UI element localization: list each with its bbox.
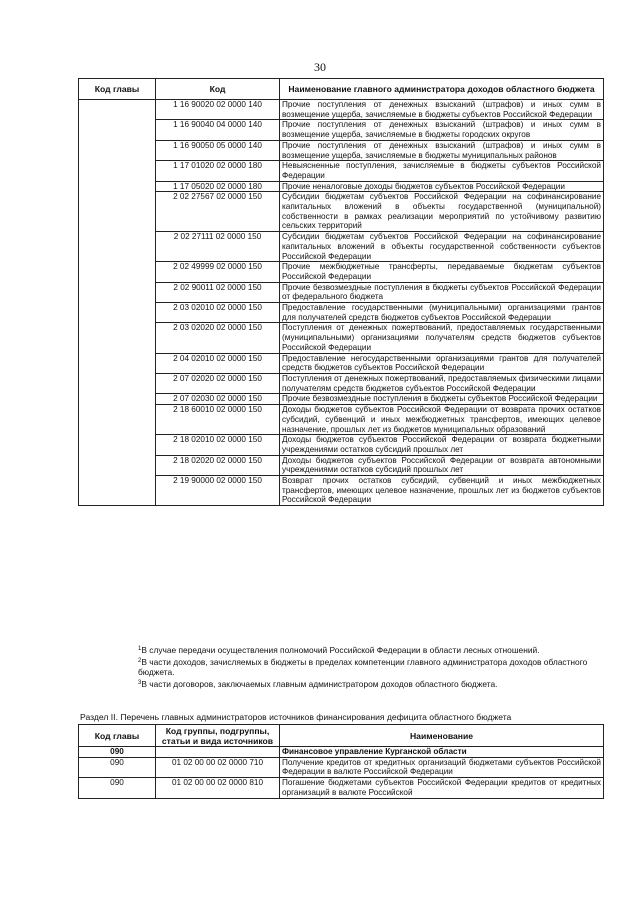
header-name: Наименование главного администратора доходов областного бюджета [280, 79, 604, 100]
code-cell: 2 02 90011 02 0000 150 [156, 282, 280, 302]
name-cell: Доходы бюджетов субъектов Российской Федерации от возврата бюджетными учреждениями остатков субсидий прошлых лет [280, 435, 604, 455]
name-cell: Прочие безвозмездные поступления в бюджеты субъектов Российской Федерации [280, 394, 604, 405]
name-cell: Прочие поступления от денежных взысканий (штрафов) и иных сумм в возмещение ущерба, зачисляемые в бюджеты муниципальных районов [280, 140, 604, 160]
chapter-cell [79, 373, 156, 393]
table-row [79, 100, 604, 120]
chapter-cell [79, 120, 156, 140]
revenue-administrators-table [78, 78, 604, 506]
code-cell: 2 18 02020 02 0000 150 [156, 455, 280, 475]
code-cell: 2 18 60010 02 0000 150 [156, 405, 280, 435]
table-row [79, 262, 604, 282]
name-cell: Прочие неналоговые доходы бюджетов субъектов Российской Федерации [280, 181, 604, 192]
chapter-cell [79, 303, 156, 323]
code-cell: 2 02 49999 02 0000 150 [156, 262, 280, 282]
table-row [79, 373, 604, 393]
name-cell: Прочие поступления от денежных взысканий (штрафов) и иных сумм в возмещение ущерба, зачисляемые в бюджеты городских округов [280, 120, 604, 140]
chapter-cell: 090 [79, 778, 156, 798]
name-cell: Погашение бюджетами субъектов Российской Федерации кредитов от кредитных организаций в валюте Российской [280, 778, 604, 798]
chapter-cell [79, 435, 156, 455]
code-cell: 2 07 02030 02 0000 150 [156, 394, 280, 405]
code-cell: 1 16 90050 05 0000 140 [156, 140, 280, 160]
table-row [79, 192, 604, 232]
table-row [79, 476, 604, 506]
footnote: $^1$В случае передачи осуществления полномочий Российской Федерации в области лесных отношений. [138, 645, 540, 655]
chapter-cell [79, 181, 156, 192]
table-row [79, 161, 604, 181]
table-row [79, 120, 604, 140]
name-cell: Субсидии бюджетам субъектов Российской Федерации на софинансирование капитальных вложений в объекты государственной (муниципальной) собственности в рамках реализации мероприятий по устойчивому развитию сельских территорий [280, 192, 604, 232]
chapter-cell [79, 455, 156, 475]
code-cell: 1 17 05020 02 0000 180 [156, 181, 280, 192]
code-cell: 2 19 90000 02 0000 150 [156, 476, 280, 506]
code-cell: 2 18 02010 02 0000 150 [156, 435, 280, 455]
name-cell: Предоставление негосударственными организациями грантов для получателей средств бюджетов субъектов Российской Федерации [280, 353, 604, 373]
table-header-row [79, 79, 604, 100]
code-cell: 2 07 02020 02 0000 150 [156, 373, 280, 393]
name-cell: Получение кредитов от кредитных организаций бюджетами субъектов Российской Федерации в валюте Российской Федерации [280, 757, 604, 777]
chapter-cell [79, 323, 156, 353]
header-chapter-code: Код главы [79, 725, 156, 747]
chapter-cell [79, 232, 156, 262]
table-row [79, 303, 604, 323]
table-row [79, 282, 604, 302]
chapter-cell [79, 140, 156, 160]
code-cell: 01 02 00 00 02 0000 710 [156, 757, 280, 777]
name-cell: Прочие безвозмездные поступления в бюджеты субъектов Российской Федерации от федерального бюджета [280, 282, 604, 302]
table-row [79, 435, 604, 455]
name-cell: Доходы бюджетов субъектов Российской Федерации от возврата автономными учреждениями остатков субсидий прошлых лет [280, 455, 604, 475]
name-cell: Прочие межбюджетные трансферты, передаваемые бюджетам субъектов Российской Федерации [280, 262, 604, 282]
chapter-cell [79, 192, 156, 232]
code-cell: 2 03 02020 02 0000 150 [156, 323, 280, 353]
name-cell: Субсидии бюджетам субъектов Российской Федерации на софинансирование капитальных вложений в объекты государственной собственности субъектов Российской Федерации [280, 232, 604, 262]
name-cell: Прочие поступления от денежных взысканий (штрафов) и иных сумм в возмещение ущерба, зачисляемые в бюджеты субъектов Российской Федерации [280, 100, 604, 120]
code-cell: 2 02 27567 02 0000 150 [156, 192, 280, 232]
footnote: $^3$В части договоров, заключаемых главным администратором доходов областного бюджета. [138, 678, 498, 689]
table-row [79, 394, 604, 405]
code-cell: 2 03 02010 02 0000 150 [156, 303, 280, 323]
table-row [79, 232, 604, 262]
code-cell: 2 04 02010 02 0000 150 [156, 353, 280, 373]
name-cell: Поступления от денежных пожертвований, предоставляемых государственными (муниципальными) организациями получателям средств бюджетов субъектов Российской Федерации [280, 323, 604, 353]
header-source-code: Код группы, подгруппы, статьи и вида источников [156, 725, 280, 747]
code-cell: 1 16 90040 04 0000 140 [156, 120, 280, 140]
footnote: $^2$В части доходов, зачисляемых в бюджеты в пределах компетенции главного администратора доходов областного бюджета. [138, 656, 588, 677]
chapter-cell [79, 262, 156, 282]
table-header-row [79, 725, 604, 747]
code-cell: 01 02 00 00 02 0000 810 [156, 778, 280, 798]
header-code: Код [156, 79, 280, 100]
table-row [79, 140, 604, 160]
chapter-cell [79, 394, 156, 405]
name-cell: Возврат прочих остатков субсидий, субвенций и иных межбюджетных трансфертов, имеющих целевое назначение, прошлых лет из бюджетов субъектов Российской Федерации [280, 476, 604, 506]
chapter-cell [79, 476, 156, 506]
chapter-cell [79, 353, 156, 373]
code-cell [156, 747, 280, 758]
financing-sources-table [78, 724, 604, 799]
code-cell: 2 02 27111 02 0000 150 [156, 232, 280, 262]
chapter-cell: 090 [79, 757, 156, 777]
table-row [79, 353, 604, 373]
chapter-cell: 090 [79, 747, 156, 758]
chapter-cell [79, 100, 156, 120]
table-row [79, 455, 604, 475]
table-row [79, 778, 604, 798]
table-row [79, 323, 604, 353]
header-chapter-code: Код главы [79, 79, 156, 100]
section-title: Раздел II. Перечень главных администраторов источников финансирования дефицита областного бюджета [80, 712, 512, 722]
table-row [79, 405, 604, 435]
code-cell: 1 16 90020 02 0000 140 [156, 100, 280, 120]
footnotes [138, 644, 608, 689]
table-row [79, 181, 604, 192]
name-cell: Доходы бюджетов субъектов Российской Федерации от возврата прочих остатков субсидий, субвенций и иных межбюджетных трансфертов, имеющих целевое назначение, прошлых лет из бюджетов муниципальных образований [280, 405, 604, 435]
table-row [79, 747, 604, 758]
chapter-cell [79, 405, 156, 435]
code-cell: 1 17 01020 02 0000 180 [156, 161, 280, 181]
table-row [79, 757, 604, 777]
page-number: 30 [314, 60, 326, 74]
chapter-cell [79, 161, 156, 181]
name-cell: Финансовое управление Курганской области [280, 747, 604, 758]
name-cell: Предоставление государственными (муниципальными) организациями грантов для получателей средств бюджетов субъектов Российской Федерации [280, 303, 604, 323]
chapter-cell [79, 282, 156, 302]
name-cell: Поступления от денежных пожертвований, предоставляемых физическими лицами получателям средств бюджетов субъектов Российской Федерации [280, 373, 604, 393]
header-name: Наименование [280, 725, 604, 747]
name-cell: Невыясненные поступления, зачисляемые в бюджеты субъектов Российской Федерации [280, 161, 604, 181]
